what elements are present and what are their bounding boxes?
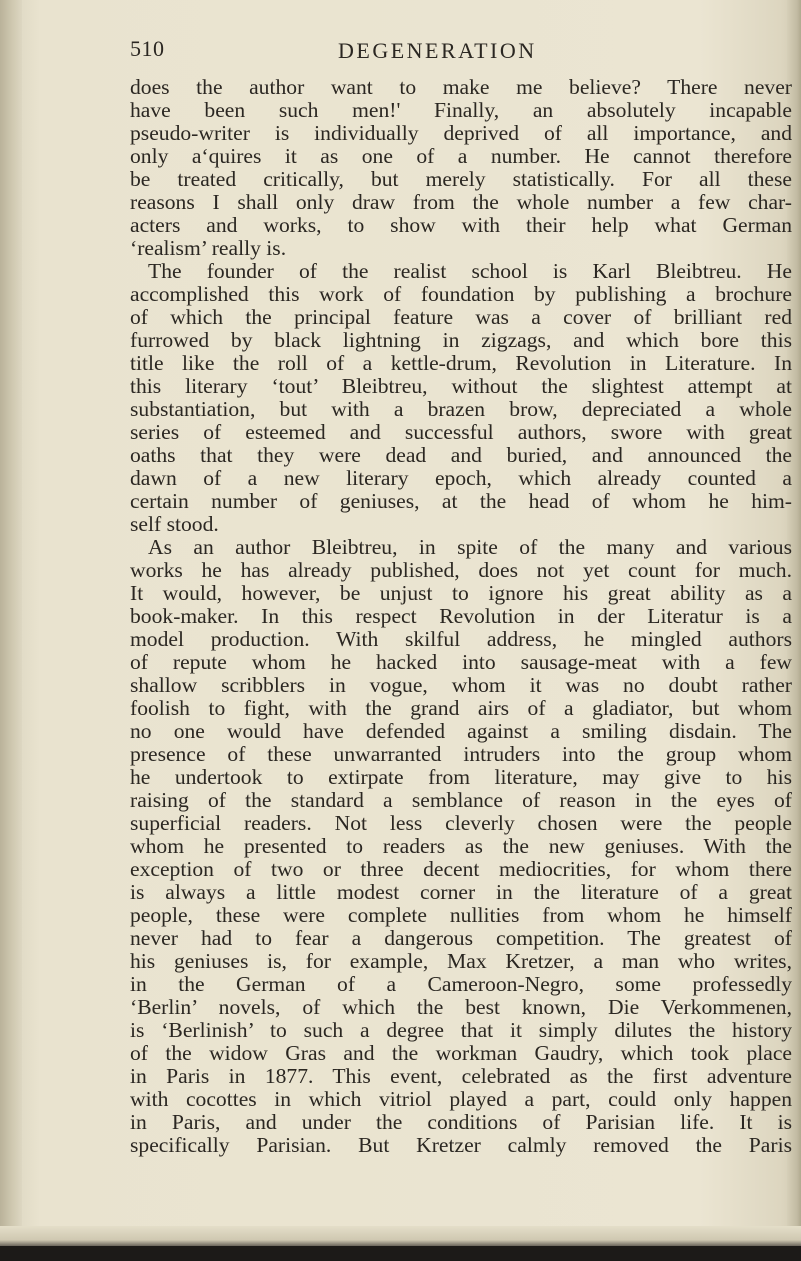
text-line: be treated critically, but merely statistically. For all these [130,167,792,191]
running-head [130,36,790,66]
text-line: furrowed by black lightning in zigzags, and which bore this [130,328,792,352]
text-line: acters and works, to show with their help what German [130,213,792,237]
text-line: accomplished this work of foundation by publishing a brochure [130,282,792,306]
text-line: of the widow Gras and the workman Gaudry, which took place [130,1041,792,1065]
text-line: superficial readers. Not less cleverly chosen were the people [130,811,792,835]
text-line: he undertook to extirpate from literature, may give to his [130,765,792,789]
text-line: with cocottes in which vitriol played a part, could only happen [130,1087,792,1111]
text-line: The founder of the realist school is Karl Bleibtreu. He [148,259,792,283]
text-line: never had to fear a dangerous competition. The greatest of [130,926,792,950]
running-title: DEGENERATION [338,38,537,63]
text-line: raising of the standard a semblance of reason in the eyes of [130,788,792,812]
body-text [130,76,792,1157]
text-line: presence of these unwarranted intruders into the group whom [130,742,792,766]
page-bottom-edge [0,1246,801,1261]
text-line: this literary ‘tout’ Bleibtreu, without the slightest attempt at [130,374,792,398]
page-number: 510 [130,36,165,61]
text-line: title like the roll of a kettle-drum, Revolution in Literature. In [130,351,792,375]
page-gutter-shadow [0,0,22,1261]
text-line: no one would have defended against a smiling disdain. The [130,719,792,743]
text-line: specifically Parisian. But Kretzer calmly removed the Paris [130,1133,792,1157]
text-line: works he has already published, does not yet count for much. [130,558,792,582]
text-line: foolish to fight, with the grand airs of a gladiator, but whom [130,696,792,720]
text-line: pseudo-writer is individually deprived of all importance, and [130,121,792,145]
text-line: ‘realism’ really is. [130,236,287,260]
text-line: is always a little modest corner in the literature of a great [130,880,792,904]
text-line: of repute whom he hacked into sausage-meat with a few [130,650,792,674]
text-line: only aʻquires it as one of a number. He cannot therefore [130,144,792,168]
text-line: book-maker. In this respect Revolution in der Literatur is a [130,604,792,628]
text-line: ‘Berlin’ novels, of which the best known, Die Verkommenen, [130,995,792,1019]
text-line: model production. With skilful address, he mingled authors [130,627,792,651]
text-line: certain number of geniuses, at the head of whom he him- [130,489,792,513]
text-line: in Paris, and under the conditions of Parisian life. It is [130,1110,792,1134]
text-line: in Paris in 1877. This event, celebrated as the first adventure [130,1064,792,1088]
text-line: exception of two or three decent mediocrities, for whom there [130,857,792,881]
text-line: As an author Bleibtreu, in spite of the many and various [148,535,792,559]
text-line: reasons I shall only draw from the whole number a few char- [130,190,792,214]
text-line: series of esteemed and successful authors, swore with great [130,420,792,444]
text-line: self stood. [130,512,219,536]
text-line: in the German of a Cameroon-Negro, some professedly [130,972,792,996]
text-line: people, these were complete nullities from whom he himself [130,903,792,927]
text-line: dawn of a new literary epoch, which already counted a [130,466,792,490]
text-line: whom he presented to readers as the new geniuses. With the [130,834,792,858]
text-line: substantiation, but with a brazen brow, depreciated a whole [130,397,792,421]
text-line: his geniuses is, for example, Max Kretzer, a man who writes, [130,949,792,973]
text-line: shallow scribblers in vogue, whom it was no doubt rather [130,673,792,697]
text-line: is ‘Berlinish’ to such a degree that it simply dilutes the history [130,1018,792,1042]
text-line: of which the principal feature was a cover of brilliant red [130,305,792,329]
page-bottom-shadow [0,1226,801,1246]
text-line: It would, however, be unjust to ignore his great ability as a [130,581,792,605]
text-line: does the author want to make me believe? There never [130,75,792,99]
text-line: oaths that they were dead and buried, and announced the [130,443,792,467]
text-line: have been such men!' Finally, an absolutely incapable [130,98,792,122]
